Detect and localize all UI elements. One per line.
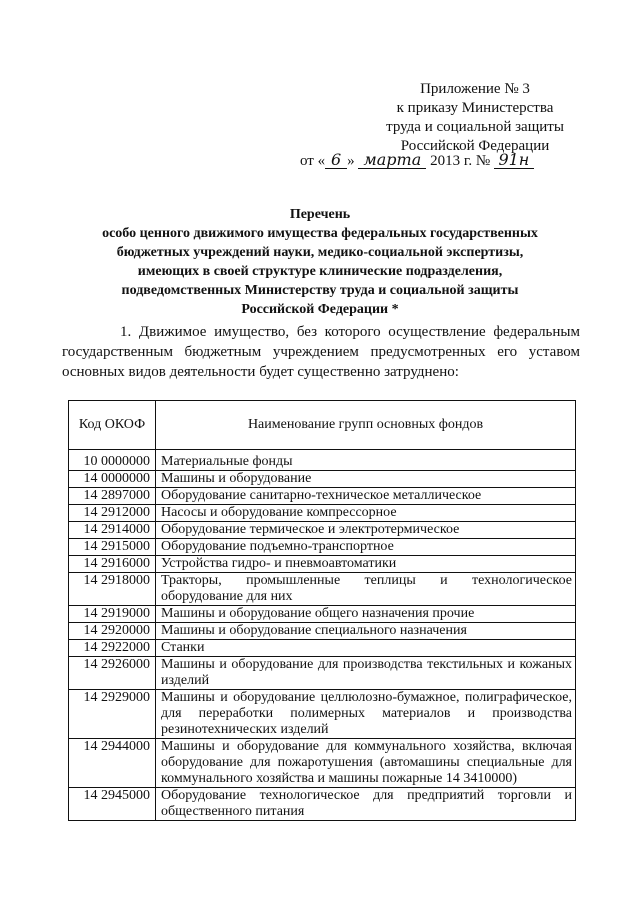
table-header-row [69,401,576,450]
okof-code: 14 2897000 [69,488,156,505]
table-row [69,505,576,522]
asset-group-name: Машины и оборудование общего назначения прочие [156,606,576,623]
appendix-header [360,80,590,156]
order-year: 2013 г. № [430,153,491,169]
okof-code: 14 0000000 [69,471,156,488]
handwritten-day: 6 [325,152,347,169]
order-quote: » [347,153,355,169]
okof-code: 14 2926000 [69,657,156,690]
okof-code: 14 2945000 [69,788,156,821]
table-row [69,556,576,573]
table-row [69,539,576,556]
table-row [69,657,576,690]
title-line: имеющих в своей структуре клинические подразделения, [137,264,503,279]
table-row [69,606,576,623]
order-date-line [300,150,600,172]
okof-table [68,400,576,821]
asset-group-name: Машины и оборудование для производства текстильных и кожаных изделий [156,657,576,690]
title-line: Российской Федерации * [241,302,399,317]
asset-group-name: Насосы и оборудование компрессорное [156,505,576,522]
intro-paragraph: 1. Движимое имущество, без которого осуществление федеральным государственным бюджетным учреждением предусмотренных его уставом основных видов деятельности будет существенно затруднено: [62,324,580,380]
table-row [69,488,576,505]
title-line: Перечень [289,207,351,222]
table-row [69,640,576,657]
asset-group-name: Машины и оборудование целлюлозно-бумажное, полиграфическое, для переработки полимерных материалов и производства резинотехнических изделий [156,690,576,739]
order-prefix: от « [300,153,326,169]
asset-group-name: Машины и оборудование [156,471,576,488]
okof-code: 14 2912000 [69,505,156,522]
table-row [69,788,576,821]
appendix-line: Российской Федерации [400,138,550,154]
table-row [69,739,576,788]
table-row [69,573,576,606]
asset-group-name: Оборудование санитарно-техническое металлическое [156,488,576,505]
okof-code: 14 2919000 [69,606,156,623]
title-line: подведомственных Министерству труда и социальной защиты [121,283,519,298]
okof-code: 14 2929000 [69,690,156,739]
asset-group-name: Станки [156,640,576,657]
okof-code: 14 2914000 [69,522,156,539]
appendix-line: Приложение № 3 [420,81,530,97]
table-row [69,623,576,640]
okof-code: 14 2944000 [69,739,156,788]
okof-code: 14 2918000 [69,573,156,606]
asset-group-name: Устройства гидро- и пневмоавтоматики [156,556,576,573]
okof-code: 14 2920000 [69,623,156,640]
document-title [40,205,600,319]
asset-group-name: Машины и оборудование специального назначения [156,623,576,640]
okof-code: 14 2922000 [69,640,156,657]
handwritten-month: марта [358,152,426,169]
table-row [69,522,576,539]
asset-group-name: Материальные фонды [156,450,576,471]
title-line: бюджетных учреждений науки, медико-социальной экспертизы, [116,245,524,260]
asset-group-name: Оборудование технологическое для предприятий торговли и общественного питания [156,788,576,821]
appendix-line: к приказу Министерства [396,100,554,116]
okof-code: 10 0000000 [69,450,156,471]
asset-group-name: Машины и оборудование для коммунального хозяйства, включая оборудование для пожаротушения (автомашины специальные для коммунального хозяйства и машины пожарные 14 3410000) [156,739,576,788]
table-row [69,450,576,471]
table-row [69,690,576,739]
header-name: Наименование групп основных фондов [156,401,576,450]
table-row [69,471,576,488]
okof-code: 14 2915000 [69,539,156,556]
header-code: Код ОКОФ [69,401,156,450]
okof-code: 14 2916000 [69,556,156,573]
handwritten-number: 91н [494,152,534,169]
asset-group-name: Оборудование термическое и электротермическое [156,522,576,539]
title-line: особо ценного движимого имущества федеральных государственных [102,226,538,241]
asset-group-name: Оборудование подъемно-транспортное [156,539,576,556]
asset-group-name: Тракторы, промышленные теплицы и технологическое оборудование для них [156,573,576,606]
appendix-line: труда и социальной защиты [386,119,564,135]
